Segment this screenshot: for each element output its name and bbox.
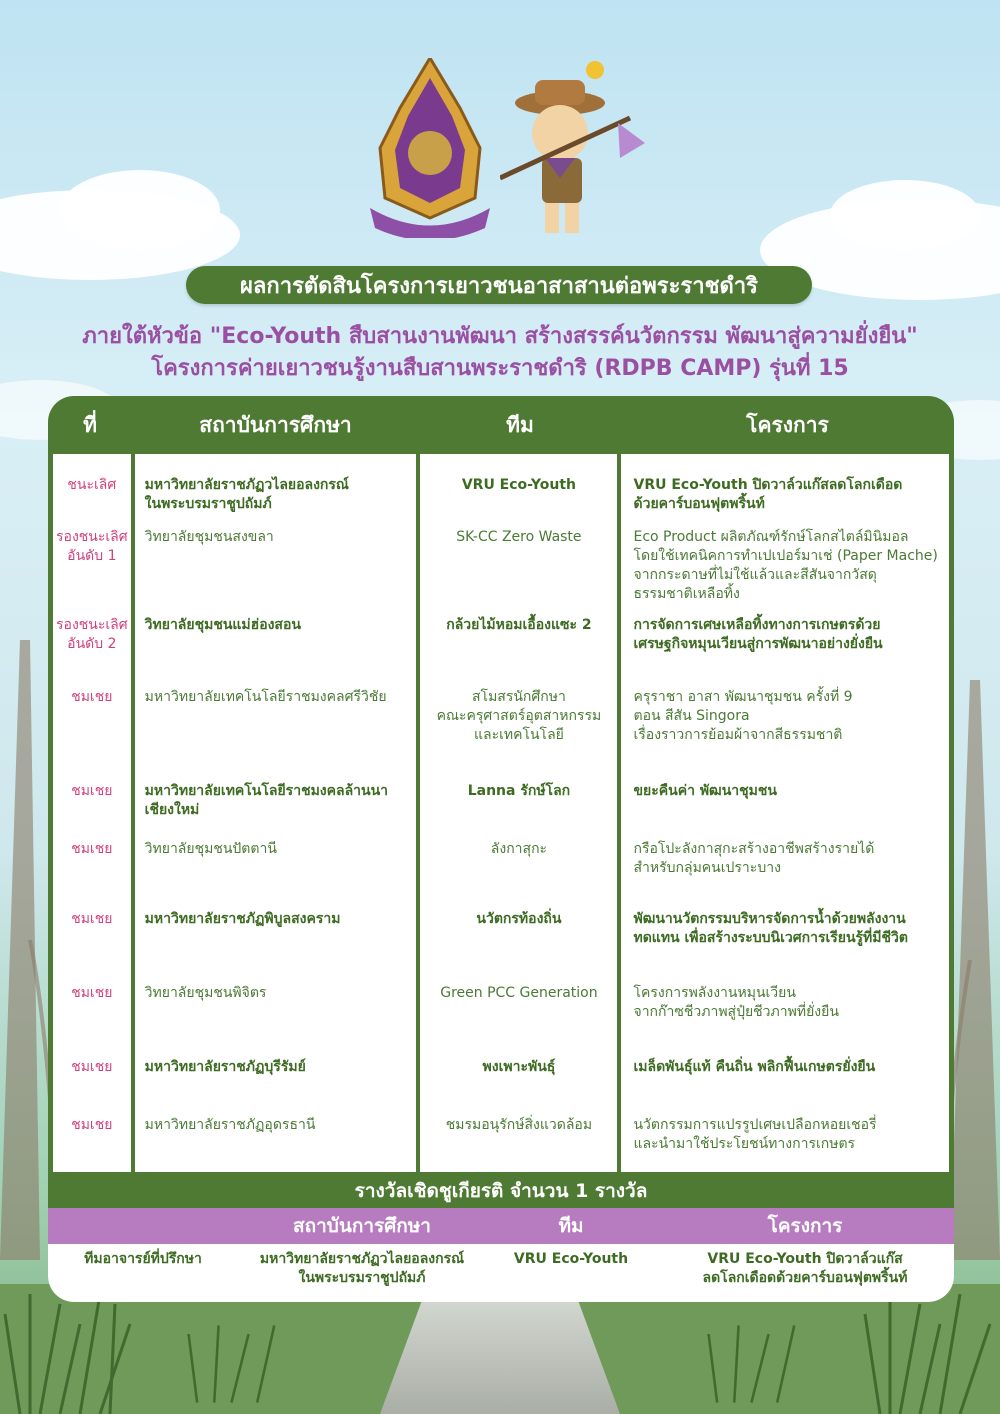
- header-institution: สถาบันการศึกษา: [199, 412, 352, 437]
- rank-column: [53, 454, 131, 1172]
- cell-team: [420, 616, 617, 635]
- team-line: Lanna รักษ์โลก: [467, 783, 571, 799]
- institution-line: มหาวิทยาลัยราชภัฏอุดรธานี: [144, 1117, 316, 1133]
- cell-institution: [135, 1058, 417, 1077]
- project-line: จากกระดาษที่ไม่ใช้แล้วและสีสันจากวัสดุ: [633, 567, 877, 583]
- institution-line: วิทยาลัยชุมชนแม่ฮ่องสอน: [144, 617, 301, 633]
- team-line: SK-CC Zero Waste: [456, 529, 582, 545]
- cell-team: [420, 688, 617, 745]
- honor-award-title: รางวัลเชิดชูเกียรติ จำนวน 1 รางวัล: [354, 1180, 648, 1202]
- project-line: พัฒนานวัตกรรมบริหารจัดการน้ำด้วยพลังงาน: [633, 911, 906, 927]
- subtitle-project: โครงการค่ายเยาวชนรู้งานสืบสานพระราชดำริ (RDPB CAMP) รุ่นที่ 15: [151, 356, 849, 381]
- rank-line: ชมเชย: [71, 911, 113, 927]
- cell-rank: [53, 910, 131, 929]
- cell-project: [621, 476, 949, 514]
- team-line: พงเพาะพันธุ์: [482, 1059, 556, 1075]
- project-line: นวัตกรรมการแปรรูปเศษเปลือกหอยเชอรี่: [633, 1117, 877, 1133]
- project-line: โดยใช้เทคนิคการทำเปเปอร์มาเช่ (Paper Mache): [633, 548, 938, 564]
- cell-rank: [53, 840, 131, 859]
- project-column: [621, 454, 949, 1172]
- project-line: การจัดการเศษเหลือทิ้งทางการเกษตรด้วย: [633, 617, 881, 633]
- institution-line: วิทยาลัยชุมชนปัตตานี: [144, 841, 277, 857]
- institution-line: มหาวิทยาลัยเทคโนโลยีราชมงคลล้านนา: [144, 783, 389, 799]
- rank-line: ชมเชย: [71, 985, 113, 1001]
- cell-team: [420, 1116, 617, 1135]
- award-project-line: ลดโลกเดือดด้วยคาร์บอนฟุตพริ้นท์: [702, 1270, 908, 1286]
- team-line: นวัตกรท้องถิ่น: [476, 911, 562, 927]
- project-line: ธรรมชาติเหลือทิ้ง: [633, 586, 740, 602]
- cell-rank: [53, 984, 131, 1003]
- award-project-line: VRU Eco-Youth ปิดวาล์วแก๊ส: [707, 1251, 903, 1267]
- team-line: คณะครุศาสตร์อุตสาหกรรม: [436, 708, 602, 724]
- cell-project: [621, 910, 949, 948]
- cell-project: [621, 984, 949, 1022]
- rank-line: ชมเชย: [71, 841, 113, 857]
- institution-line: มหาวิทยาลัยราชภัฏบุรีรัมย์: [144, 1059, 306, 1075]
- project-line: สำหรับกลุ่มคนเปราะบาง: [633, 860, 781, 876]
- project-line: เมล็ดพันธุ์แท้ คืนถิ่น พลิกฟื้นเกษตรยั่งยืน: [633, 1059, 876, 1075]
- rank-line: ชมเชย: [71, 1059, 113, 1075]
- institution-line: วิทยาลัยชุมชนพิจิตร: [144, 985, 267, 1001]
- cell-rank: [53, 528, 131, 566]
- cell-project: [621, 782, 949, 801]
- cell-rank: [53, 1058, 131, 1077]
- project-line: เศรษฐกิจหมุนเวียนสู่การพัฒนาอย่างยั่งยืน: [633, 636, 883, 652]
- rank-line: รองชนะเลิศ: [56, 529, 128, 545]
- cell-team: [420, 984, 617, 1003]
- team-line: ลังกาสุกะ: [490, 841, 548, 857]
- cell-rank: [53, 688, 131, 707]
- cell-project: [621, 688, 949, 745]
- institution-line: ในพระบรมราชูปถัมภ์: [144, 496, 272, 512]
- award-header-team: ทีม: [558, 1215, 584, 1237]
- cell-institution: [135, 1116, 417, 1135]
- rank-line: ชมเชย: [71, 689, 113, 705]
- cell-rank: [53, 476, 131, 495]
- cell-rank: [53, 1116, 131, 1135]
- team-line: VRU Eco-Youth: [461, 477, 577, 493]
- institution-column: [135, 454, 417, 1172]
- cell-institution: [135, 616, 417, 635]
- cell-team: [420, 1058, 617, 1077]
- project-line: และนำมาใช้ประโยชน์ทางการเกษตร: [633, 1136, 856, 1152]
- project-line: จากก๊าซชีวภาพสู่ปุ๋ยชีวภาพที่ยั่งยืน: [633, 1004, 839, 1020]
- cell-project: [621, 528, 949, 604]
- project-line: VRU Eco-Youth ปิดวาล์วแก๊สลดโลกเดือด: [633, 477, 903, 493]
- award-project: [656, 1244, 954, 1302]
- cell-institution: [135, 688, 417, 707]
- subtitle-theme: ภายใต้หัวข้อ "Eco-Youth สืบสานงานพัฒนา สร้างสรรค์นวัตกรรม พัฒนาสู่ความยั่งยืน": [82, 324, 918, 349]
- cell-institution: [135, 476, 417, 514]
- team-line: สโมสรนักศึกษา: [472, 689, 566, 705]
- cell-institution: [135, 840, 417, 859]
- award-institution: [238, 1244, 486, 1302]
- award-team: VRU Eco-Youth: [513, 1251, 629, 1267]
- institution-line: มหาวิทยาลัยราชภัฏพิบูลสงคราม: [144, 911, 341, 927]
- project-line: ครุราชา อาสา พัฒนาชุมชน ครั้งที่ 9: [633, 689, 853, 705]
- award-category: ทีมอาจารย์ที่ปรึกษา: [84, 1251, 202, 1267]
- cell-institution: [135, 782, 417, 820]
- project-line: ทดแทน เพื่อสร้างระบบนิเวศการเรียนรู้ที่มีชีวิต: [633, 930, 908, 946]
- team-line: ชมรมอนุรักษ์สิ่งแวดล้อม: [445, 1117, 593, 1133]
- team-line: และเทคโนโลยี: [473, 727, 564, 743]
- award-institution-line: มหาวิทยาลัยราชภัฏวไลยอลงกรณ์: [259, 1251, 465, 1267]
- header-rank: ที่: [83, 412, 97, 437]
- rdpb-camp-mascot: [500, 58, 650, 248]
- institution-line: มหาวิทยาลัยราชภัฏวไลยอลงกรณ์: [144, 477, 349, 493]
- cell-team: [420, 528, 617, 547]
- table-header: [48, 396, 954, 454]
- project-line: ตอน สีสัน Singora: [633, 708, 750, 724]
- cell-institution: [135, 984, 417, 1003]
- project-line: โครงการพลังงานหมุนเวียน: [633, 985, 796, 1001]
- cell-team: [420, 840, 617, 859]
- project-line: กรือโปะลังกาสุกะสร้างอาชีพสร้างรายได้: [633, 841, 875, 857]
- cloud: [830, 180, 980, 250]
- cell-project: [621, 1058, 949, 1077]
- table-body: [53, 454, 949, 1172]
- honor-award-row: [48, 1244, 954, 1302]
- rank-line: อันดับ 1: [67, 548, 117, 564]
- institution-line: เชียงใหม่: [144, 802, 200, 818]
- cell-rank: [53, 616, 131, 654]
- honor-award-header: [48, 1208, 954, 1244]
- cell-institution: [135, 528, 417, 547]
- rdpb-office-emblem: [360, 58, 500, 238]
- header-team: ทีม: [506, 412, 534, 437]
- project-line: ด้วยคาร์บอนฟุตพริ้นท์: [633, 496, 765, 512]
- cell-team: [420, 782, 617, 801]
- award-header-institution: สถาบันการศึกษา: [293, 1215, 431, 1237]
- cell-team: [420, 476, 617, 495]
- award-header-category: [48, 1208, 238, 1244]
- rank-line: ชมเชย: [71, 1117, 113, 1133]
- rank-line: รองชนะเลิศ: [56, 617, 128, 633]
- rank-line: ชนะเลิศ: [67, 477, 117, 493]
- team-column: [420, 454, 617, 1172]
- results-table: [48, 396, 954, 1302]
- cell-institution: [135, 910, 417, 929]
- cell-team: [420, 910, 617, 929]
- project-line: เรื่องราวการย้อมผ้าจากสีธรรมชาติ: [633, 727, 843, 743]
- page-title: ผลการตัดสินโครงการเยาวชนอาสาสานต่อพระราชดำริ: [186, 266, 812, 304]
- team-line: กล้วยไม้หอมเอื้องแซะ 2: [446, 617, 592, 633]
- header-project: โครงการ: [746, 412, 829, 437]
- logo-area: [360, 58, 650, 248]
- institution-line: มหาวิทยาลัยเทคโนโลยีราชมงคลศรีวิชัย: [144, 689, 387, 705]
- cell-rank: [53, 782, 131, 801]
- cloud: [60, 170, 220, 250]
- award-header-project: โครงการ: [767, 1215, 843, 1237]
- team-line: Green PCC Generation: [440, 985, 598, 1001]
- cell-project: [621, 840, 949, 878]
- award-institution-line: ในพระบรมราชูปถัมภ์: [298, 1270, 426, 1286]
- project-line: ขยะคืนค่า พัฒนาชุมชน: [633, 783, 777, 799]
- rank-line: อันดับ 2: [67, 636, 117, 652]
- project-line: Eco Product ผลิตภัณฑ์รักษ์โลกสไตล์มินิมอล: [633, 529, 909, 545]
- cell-project: [621, 1116, 949, 1154]
- rank-line: ชมเชย: [71, 783, 113, 799]
- institution-line: วิทยาลัยชุมชนสงขลา: [144, 529, 274, 545]
- cell-project: [621, 616, 949, 654]
